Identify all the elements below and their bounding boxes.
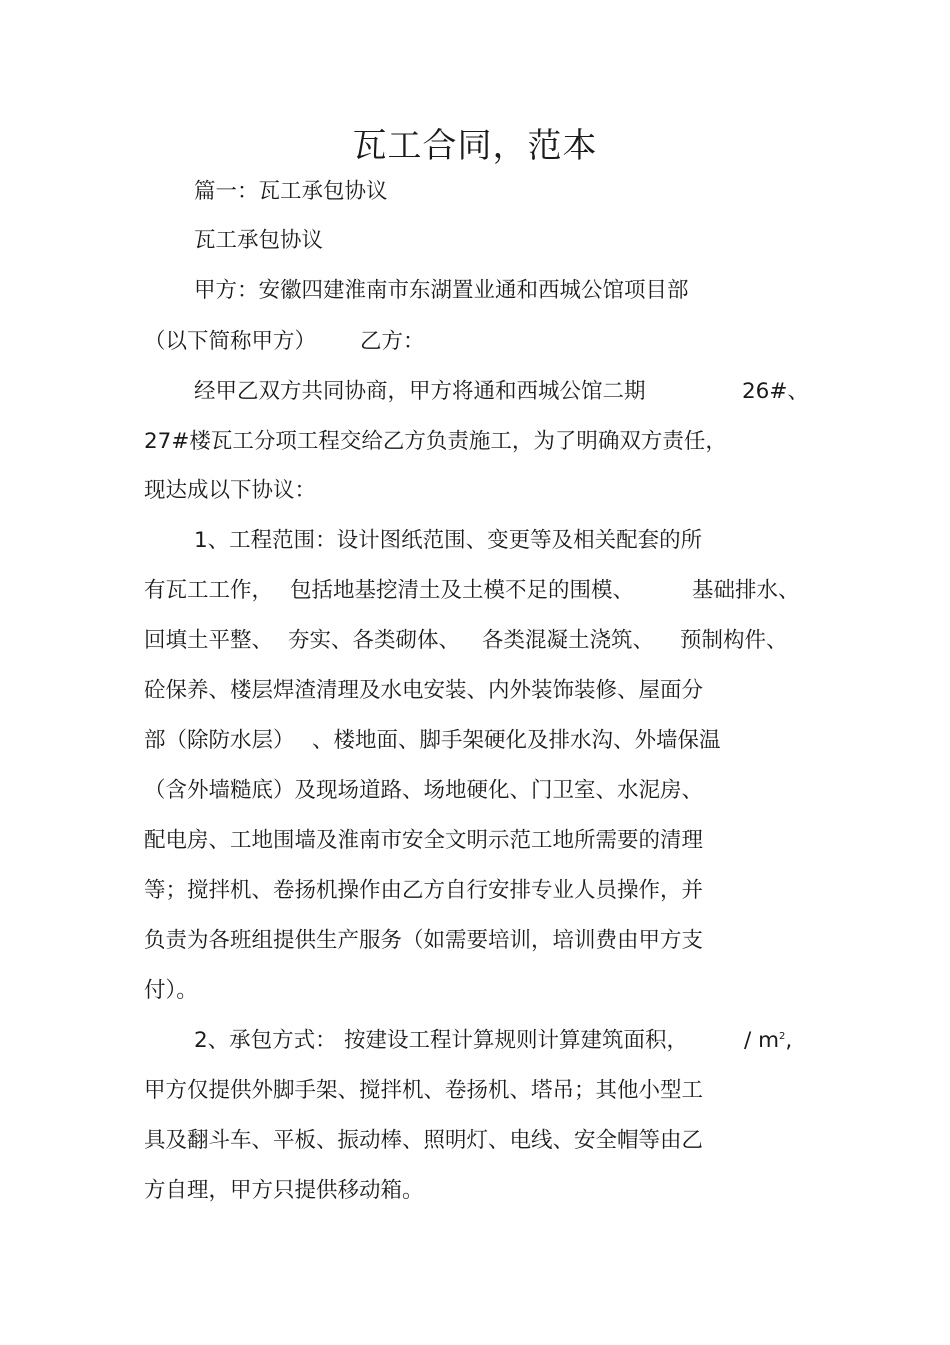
clause-1-line-5a: 部（除防水层） — [144, 728, 295, 753]
intro-line-2: 27#楼瓦工分项工程交给乙方负责施工，为了明确双方责任， — [144, 429, 727, 454]
clause-1-line-4: 砼保养、楼层焊渣清理及水电安装、内外装饰装修、屋面分 — [144, 678, 704, 703]
clause-2-line-1b: 按建设工程计算规则计算建筑面积， — [344, 1028, 689, 1053]
section-heading: 篇一：瓦工承包协议 — [194, 179, 388, 204]
party-a-abbr: （以下简称甲方） — [144, 329, 317, 354]
clause-2-line-2: 甲方仅提供外脚手架、搅拌机、卷扬机、塔吊；其他小型工 — [144, 1078, 704, 1103]
clause-1-line-1: 1、工程范围：设计图纸范围、变更等及相关配套的所 — [194, 528, 703, 553]
document-title: 瓦工合同，范本 — [352, 126, 598, 166]
clause-1-line-2c: 基础排水、 — [692, 578, 800, 603]
party-a-line: 甲方：安徽四建淮南市东湖置业通和西城公馆项目部 — [194, 278, 689, 303]
clause-1-line-5b: 、楼地面、脚手架硬化及排水沟、外墙保温 — [312, 728, 721, 753]
clause-1-line-8: 等；搅拌机、卷扬机操作由乙方自行安排专业人员操作，并 — [144, 878, 704, 903]
unit-superscript: 2 — [779, 1030, 786, 1042]
clause-1-line-9: 负责为各班组提供生产服务（如需要培训，培训费由甲方支 — [144, 928, 704, 953]
clause-1-line-3d: 预制构件、 — [680, 628, 788, 653]
clause-2-line-3: 具及翻斗车、平板、振动棒、照明灯、电线、安全帽等由乙 — [144, 1128, 704, 1153]
agreement-title: 瓦工承包协议 — [194, 228, 324, 253]
clause-1-line-2b: 包括地基挖清土及土模不足的围模、 — [290, 578, 635, 603]
unit-comma: , — [785, 1028, 793, 1053]
clause-1-line-6: （含外墙糙底）及现场道路、场地硬化、门卫室、水泥房、 — [144, 778, 704, 803]
intro-line-1-building: 26#、 — [742, 379, 809, 404]
clause-2-line-4: 方自理，甲方只提供移动箱。 — [144, 1178, 424, 1203]
unit-text: / m — [744, 1028, 780, 1053]
clause-1-line-2a: 有瓦工工作， — [144, 578, 274, 603]
party-b-label: 乙方： — [360, 329, 425, 354]
intro-line-3: 现达成以下协议： — [144, 478, 317, 503]
clause-2-line-1a: 2、承包方式： — [194, 1028, 337, 1053]
clause-1-line-3b: 夯实、各类砌体、 — [288, 628, 461, 653]
clause-1-line-10: 付）。 — [144, 978, 198, 1003]
clause-1-line-3c: 各类混凝土浇筑、 — [482, 628, 655, 653]
clause-1-line-3a: 回填土平整、 — [144, 628, 274, 653]
clause-2-unit — [744, 1026, 792, 1056]
clause-1-line-7: 配电房、工地围墙及淮南市安全文明示范工地所需要的清理 — [144, 828, 704, 853]
intro-line-1: 经甲乙双方共同协商，甲方将通和西城公馆二期 — [194, 379, 646, 404]
